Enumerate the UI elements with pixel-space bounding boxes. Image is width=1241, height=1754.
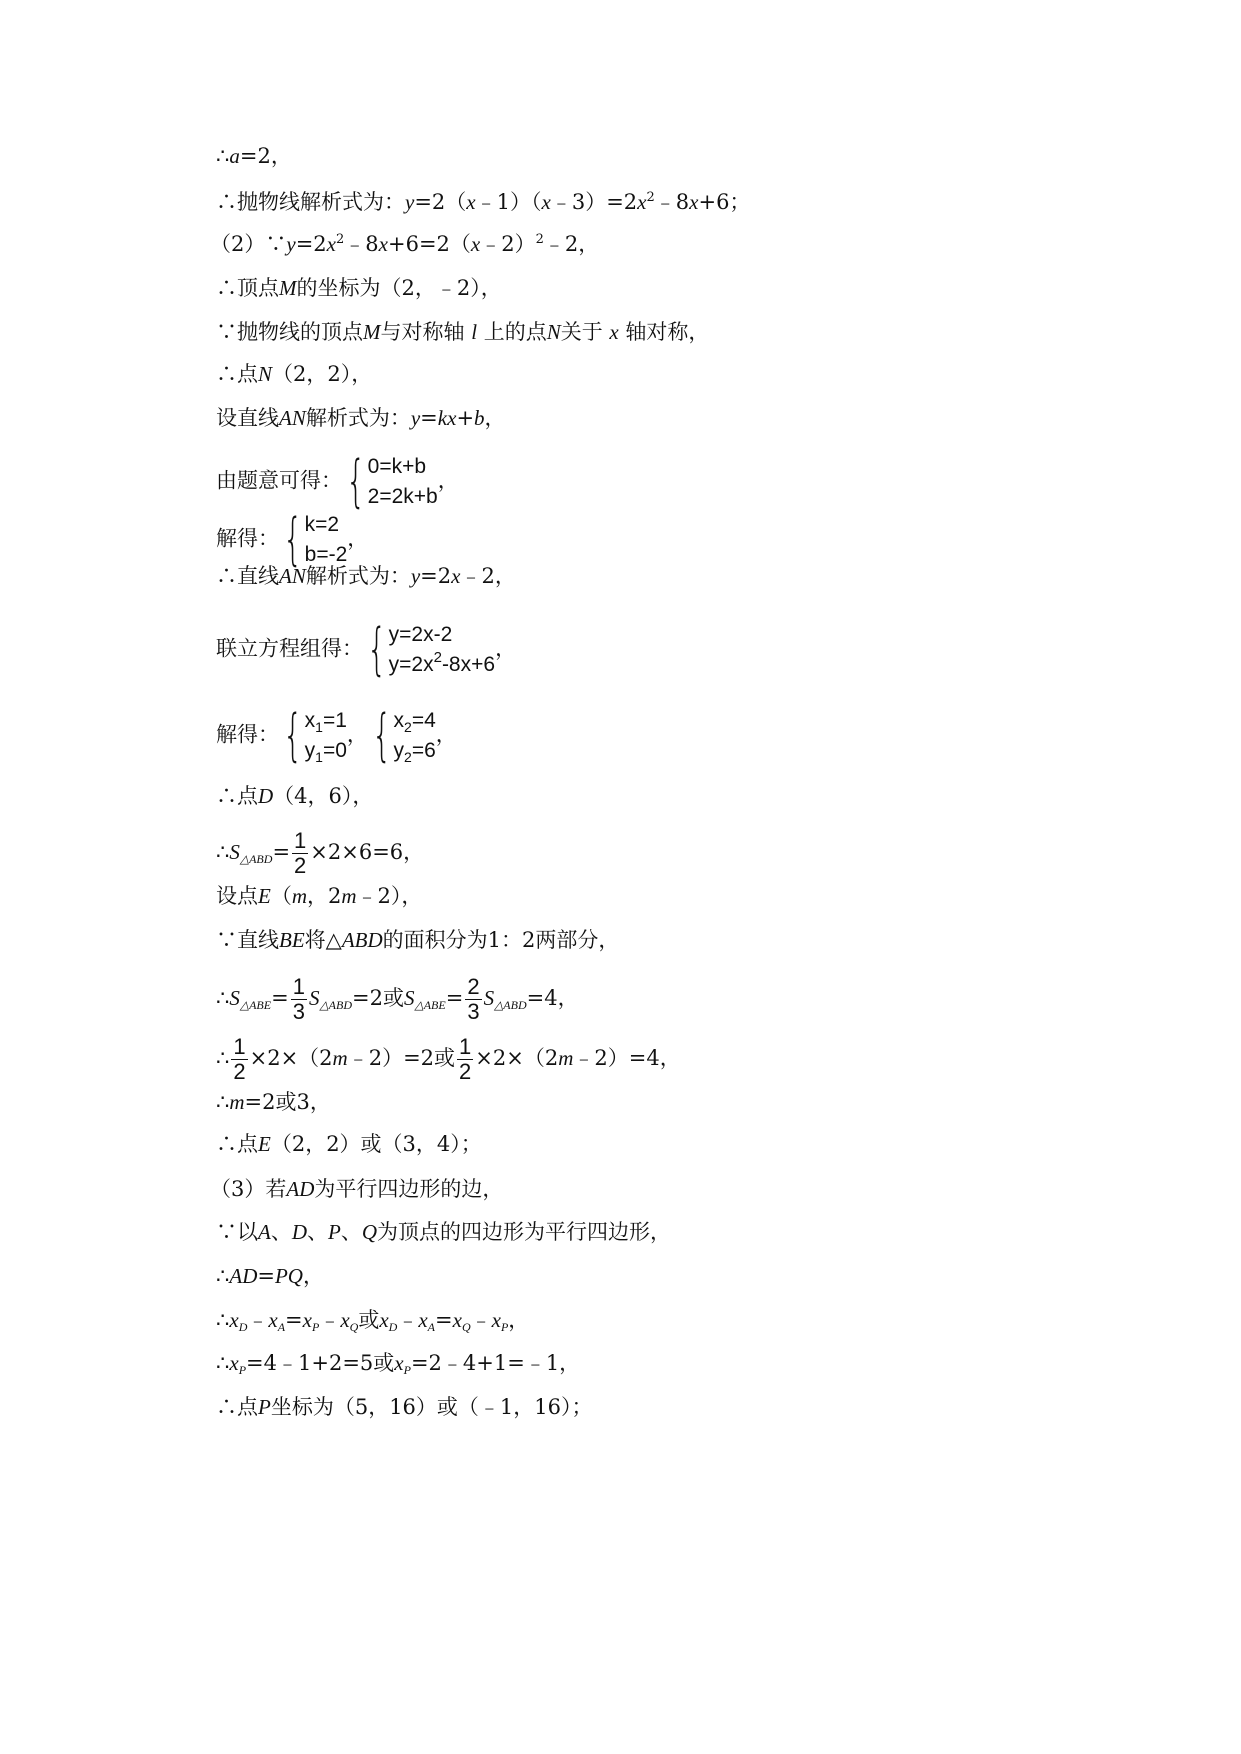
solution-line: [216, 882, 422, 910]
solution-line: [216, 1306, 529, 1334]
math-variable: M: [279, 276, 297, 300]
fraction-denominator: 2: [459, 1059, 472, 1084]
solution-line: [216, 1218, 671, 1246]
equation-rows: [368, 452, 438, 512]
fraction-numerator: 2: [467, 974, 480, 999]
text-run: ﹣: [397, 1308, 419, 1332]
text-run: =2（: [414, 190, 467, 214]
text-run: ∵以: [216, 1220, 258, 1244]
equation-system: [279, 703, 347, 768]
text-run: ﹣1）（: [475, 190, 542, 214]
text-run: ∵直线: [216, 928, 279, 952]
text-run: ﹣2）=2或: [347, 1046, 456, 1070]
solution-line: [216, 1349, 580, 1377]
text-run: （2）∵: [210, 232, 287, 256]
equation-system: [368, 703, 436, 768]
text-run: ∴: [216, 1264, 230, 1288]
text-run: ，: [347, 526, 369, 551]
equation-rows: [389, 620, 495, 680]
text-run: =4﹣1+2=5或: [246, 1351, 395, 1375]
solution-line: [216, 404, 506, 432]
text-run: 的面积分为1：2两部分，: [382, 928, 620, 952]
solution-line: [210, 1175, 503, 1203]
left-brace: {: [283, 703, 303, 768]
text-run: 解析式为：: [305, 564, 411, 588]
math-variable: y: [286, 232, 296, 256]
fraction-denominator: 3: [292, 999, 305, 1024]
math-variable: S: [483, 986, 495, 1010]
text-run: ﹣2，: [460, 564, 516, 588]
math-variable: x: [268, 1308, 278, 1332]
fraction-numerator: 1: [233, 1034, 246, 1059]
math-variable: E: [258, 1132, 271, 1156]
text-run: ∴点: [216, 362, 258, 386]
math-variable: kx: [437, 406, 457, 430]
math-variable: x: [609, 320, 619, 344]
math-variable: AD: [286, 1177, 315, 1201]
superscript: 2: [535, 232, 544, 247]
fraction-denominator: 3: [467, 999, 480, 1024]
solution-line: [216, 703, 457, 768]
math-variable: x: [470, 232, 481, 256]
solution-line: [216, 1130, 482, 1158]
text-run: ，: [484, 406, 506, 430]
subscript: △ABD: [239, 852, 273, 866]
left-brace: {: [367, 617, 387, 682]
math-variable: x: [452, 1308, 462, 1332]
equation-row: $y_2=6$: [393, 739, 436, 765]
text-run: ∴直线: [216, 564, 279, 588]
text-run: =2﹣4+1=﹣1，: [410, 1351, 581, 1375]
math-variable: m: [558, 1046, 574, 1070]
math-variable: y: [410, 564, 421, 588]
fraction: [457, 1036, 473, 1083]
text-run: ∴: [216, 840, 230, 864]
text-run: 由题意可得：: [216, 468, 342, 493]
math-variable: x: [689, 190, 699, 214]
math-variable: PQ: [274, 1264, 303, 1288]
math-variable: S: [229, 986, 240, 1010]
text-run: 与对称轴: [380, 320, 472, 344]
text-run: 联立方程组得：: [216, 636, 363, 661]
fraction: [231, 1036, 247, 1083]
text-run: +6=2（: [387, 232, 471, 256]
fraction: [291, 976, 307, 1023]
text-run: 或: [358, 1308, 380, 1332]
text-run: ∴: [216, 1351, 230, 1375]
equation-rows: [305, 510, 348, 570]
solution-line: [216, 1393, 593, 1421]
math-variable: x: [541, 190, 551, 214]
text-run: 解析式为：: [305, 406, 411, 430]
solution-line: [216, 1088, 331, 1116]
text-run: =2或: [352, 986, 404, 1010]
subscript: △ABD: [319, 998, 353, 1012]
solution-line: [216, 142, 292, 170]
text-run: ∴: [216, 1046, 230, 1070]
solution-line: [216, 360, 372, 388]
equation-row: 0=k+b: [367, 455, 427, 478]
solution-line: [216, 318, 709, 346]
subscript: A: [427, 1320, 435, 1334]
equation-system: [363, 617, 496, 682]
fraction: [465, 976, 481, 1023]
text-run: 上的点: [477, 320, 547, 344]
text-run: =: [420, 406, 438, 430]
solution-line: [216, 562, 516, 590]
text-run: 、: [340, 1220, 362, 1244]
text-run: +: [456, 406, 475, 430]
math-variable: l: [471, 320, 478, 344]
math-variable: S: [308, 986, 320, 1010]
text-run: ∴点: [216, 784, 258, 808]
text-run: 解得：: [216, 526, 279, 551]
text-run: 设直线: [216, 406, 279, 430]
text-run: ，: [508, 1308, 530, 1332]
equation-rows: [305, 706, 347, 766]
text-run: 为平行四边形的边，: [314, 1177, 504, 1201]
equation-system: [279, 507, 348, 572]
text-run: 为顶点的四边形为平行四边形，: [377, 1220, 671, 1244]
equation-rows: [394, 706, 436, 766]
math-variable: x: [378, 232, 388, 256]
text-run: （3）若: [210, 1177, 287, 1201]
subscript: D: [238, 1320, 248, 1334]
subscript: P: [311, 1320, 320, 1334]
solution-line: [216, 449, 459, 514]
subscript: P: [500, 1320, 509, 1334]
text-run: =: [257, 1264, 275, 1288]
subscript: P: [403, 1363, 411, 1377]
text-run: ×2×（2: [249, 1046, 333, 1070]
solution-line: [216, 782, 373, 810]
text-run: 设点: [216, 884, 258, 908]
left-brace: {: [283, 507, 303, 572]
math-variable: S: [403, 986, 415, 1010]
text-run: =2，: [239, 144, 292, 168]
math-variable: M: [363, 320, 381, 344]
solution-line: [216, 976, 579, 1023]
equation-row: b=-2: [304, 543, 348, 566]
text-run: ∴顶点: [216, 276, 279, 300]
text-run: ∴点: [216, 1395, 258, 1419]
subscript: △ABE: [239, 998, 272, 1012]
math-variable: N: [258, 362, 273, 386]
math-variable: y: [410, 406, 421, 430]
equation-row: 2=2k+b: [367, 485, 438, 508]
math-variable: E: [258, 884, 271, 908]
text-run: ，: [346, 722, 368, 747]
math-variable: BE: [279, 928, 305, 952]
text-run: =: [435, 1308, 453, 1332]
math-variable: A: [258, 1220, 271, 1244]
text-run: 、: [270, 1220, 292, 1244]
equation-row: $x_2=4$: [393, 709, 436, 735]
text-run: 、: [307, 1220, 328, 1244]
text-run: ﹣: [247, 1308, 269, 1332]
text-run: （2，2），: [272, 362, 373, 386]
math-variable: x: [394, 1351, 404, 1375]
text-run: （2，2）或（3，4）；: [270, 1132, 482, 1156]
equation-row: k=2: [304, 513, 340, 536]
text-run: ∴: [216, 986, 230, 1010]
superscript: 2: [336, 232, 345, 247]
left-brace: {: [346, 449, 366, 514]
subscript: Q: [349, 1320, 359, 1334]
fraction-denominator: 2: [233, 1059, 246, 1084]
text-run: =: [285, 1308, 303, 1332]
text-run: ，: [437, 468, 459, 493]
math-variable: AN: [279, 406, 306, 430]
fraction-denominator: 2: [294, 853, 307, 878]
math-variable: x: [229, 1308, 239, 1332]
solution-line: [216, 188, 750, 216]
subscript: Q: [461, 1320, 471, 1334]
fraction: [292, 830, 308, 877]
text-run: ∵抛物线的顶点: [216, 320, 363, 344]
math-variable: m: [291, 884, 307, 908]
solution-line: [216, 1036, 681, 1083]
text-run: 将△: [304, 928, 342, 952]
math-variable: P: [258, 1395, 271, 1419]
solution-line: [216, 1262, 324, 1290]
text-run: （: [270, 884, 292, 908]
text-run: ﹣8: [654, 190, 690, 214]
text-run: （4，6），: [273, 784, 374, 808]
equation-row: $y=2x^2-8x+6$: [388, 649, 496, 676]
text-run: ∴: [216, 1090, 230, 1114]
text-run: ∴: [216, 144, 230, 168]
math-variable: AD: [229, 1264, 258, 1288]
math-variable: N: [546, 320, 561, 344]
math-variable: x: [340, 1308, 350, 1332]
text-run: ﹣3）=2: [550, 190, 638, 214]
text-run: +6；: [698, 190, 751, 214]
equation-row: $x_1=1$: [304, 709, 347, 735]
math-variable: x: [418, 1308, 428, 1332]
equation-row: $y_1=0$: [304, 739, 347, 765]
subscript: △ABE: [414, 998, 446, 1012]
math-variable: y: [405, 190, 415, 214]
math-variable: m: [229, 1090, 245, 1114]
equation-system: [342, 449, 438, 514]
text-run: =2或3，: [244, 1090, 331, 1114]
text-run: ，: [435, 722, 457, 747]
text-run: =2: [295, 232, 327, 256]
math-variable: x: [379, 1308, 389, 1332]
text-run: ﹣2）: [480, 232, 536, 256]
text-run: ，: [302, 1264, 324, 1288]
text-run: ，: [495, 636, 517, 661]
math-variable: Q: [361, 1220, 377, 1244]
text-run: ∴抛物线解析式为：: [216, 190, 405, 214]
text-run: ∴: [216, 1308, 230, 1332]
superscript: 2: [646, 190, 655, 205]
math-variable: x: [302, 1308, 312, 1332]
equation-row: y=2x-2: [388, 623, 453, 646]
text-run: =: [445, 986, 464, 1010]
text-run: =: [272, 840, 291, 864]
subscript: P: [238, 1363, 247, 1377]
text-run: 关于: [560, 320, 610, 344]
math-variable: x: [491, 1308, 501, 1332]
solution-line: [216, 274, 502, 302]
math-variable: m: [341, 884, 357, 908]
math-variable: AN: [279, 564, 306, 588]
solution-line: [216, 830, 424, 877]
math-variable: D: [258, 784, 274, 808]
math-variable: x: [326, 232, 336, 256]
text-run: 轴对称，: [618, 320, 710, 344]
text-run: ﹣2）=4，: [573, 1046, 681, 1070]
text-run: ﹣2），: [356, 884, 423, 908]
math-variable: m: [332, 1046, 348, 1070]
text-run: =: [271, 986, 289, 1010]
left-brace: {: [371, 703, 392, 768]
math-variable: a: [229, 144, 240, 168]
fraction-numerator: 1: [459, 1034, 472, 1059]
subscript: △ABD: [494, 998, 527, 1012]
text-run: ﹣: [319, 1308, 341, 1332]
solution-line: [216, 617, 517, 682]
solution-line: [210, 230, 599, 258]
text-run: 坐标为（5，16）或（﹣1，16）；: [270, 1395, 593, 1419]
subscript: A: [277, 1320, 286, 1334]
text-run: =4，: [526, 986, 579, 1010]
fraction-numerator: 1: [294, 828, 307, 853]
text-run: =2: [420, 564, 452, 588]
math-variable: D: [291, 1220, 307, 1244]
text-run: 解得：: [216, 722, 279, 747]
math-variable: x: [466, 190, 476, 214]
text-run: ×2×（2: [475, 1046, 559, 1070]
text-run: ﹣: [470, 1308, 492, 1332]
math-variable: ABD: [341, 928, 383, 952]
solution-line: [216, 507, 369, 572]
math-variable: x: [451, 564, 461, 588]
math-variable: P: [328, 1220, 341, 1244]
text-run: 的坐标为（2，﹣2），: [296, 276, 502, 300]
math-variable: S: [229, 840, 240, 864]
subscript: D: [388, 1320, 398, 1334]
fraction-numerator: 1: [292, 974, 305, 999]
math-variable: x: [229, 1351, 239, 1375]
text-run: ﹣8: [344, 232, 379, 256]
text-run: ，2: [307, 884, 342, 908]
solution-line: [216, 926, 619, 954]
math-variable: b: [474, 406, 485, 430]
text-run: ∴点: [216, 1132, 258, 1156]
text-run: ×2×6=6，: [310, 840, 425, 864]
text-run: ﹣2，: [543, 232, 600, 256]
math-variable: x: [637, 190, 647, 214]
